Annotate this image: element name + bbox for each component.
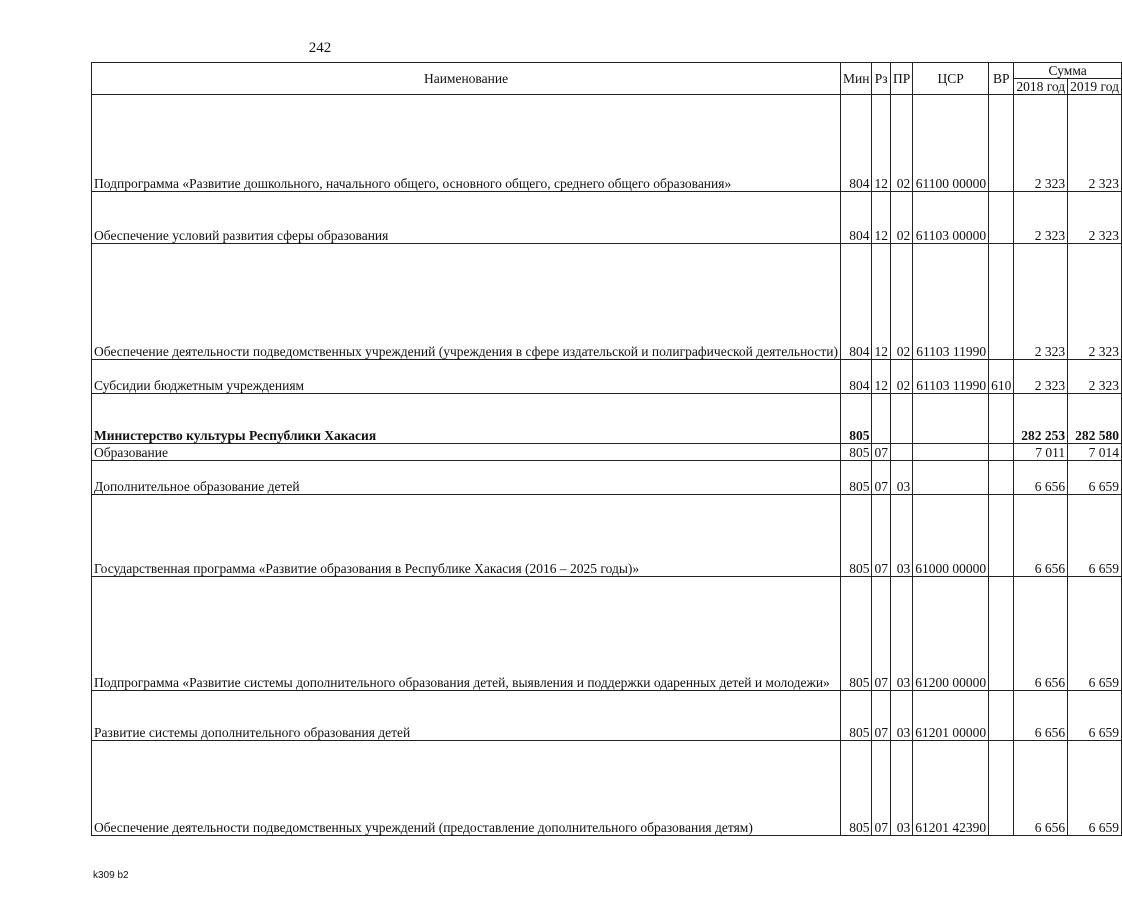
row-csr: 61201 42390 (913, 741, 989, 836)
table-row (92, 691, 1122, 741)
header-pr: ПР (890, 63, 912, 95)
row-rz: 12 (872, 192, 891, 244)
row-sum-2019: 6 659 (1068, 461, 1122, 495)
header-2018: 2018 год (1014, 79, 1068, 95)
header-vr: ВР (989, 63, 1014, 95)
row-name: Министерство культуры Республики Хакасия (92, 394, 841, 444)
row-csr: 61103 11990 (913, 244, 989, 360)
row-rz: 07 (872, 461, 891, 495)
budget-table (91, 62, 1122, 836)
row-sum-2018: 2 323 (1014, 244, 1068, 360)
table-row (92, 444, 1122, 461)
row-csr: 61100 00000 (913, 95, 989, 192)
row-name: Обеспечение деятельности подведомственных учреждений (предоставление дополнительного образования детям) (92, 741, 841, 836)
row-min: 805 (841, 741, 872, 836)
header-min: Мин (841, 63, 872, 95)
row-pr: 03 (890, 495, 912, 577)
row-pr: 03 (890, 577, 912, 691)
row-rz: 07 (872, 444, 891, 461)
row-vr (989, 741, 1014, 836)
row-pr (890, 394, 912, 444)
row-pr: 02 (890, 192, 912, 244)
row-rz: 07 (872, 577, 891, 691)
row-min: 804 (841, 360, 872, 394)
row-csr: 61201 00000 (913, 691, 989, 741)
row-vr (989, 495, 1014, 577)
row-min: 804 (841, 95, 872, 192)
row-csr (913, 394, 989, 444)
row-sum-2018: 6 656 (1014, 577, 1068, 691)
row-min: 805 (841, 691, 872, 741)
row-vr (989, 95, 1014, 192)
table-row (92, 461, 1122, 495)
row-min: 804 (841, 192, 872, 244)
row-rz: 12 (872, 95, 891, 192)
table-row (92, 192, 1122, 244)
row-sum-2019: 282 580 (1068, 394, 1122, 444)
row-vr (989, 394, 1014, 444)
row-name: Дополнительное образование детей (92, 461, 841, 495)
row-sum-2018: 6 656 (1014, 741, 1068, 836)
header-rz: Рз (872, 63, 891, 95)
row-min: 805 (841, 461, 872, 495)
row-min: 805 (841, 394, 872, 444)
row-csr: 61200 00000 (913, 577, 989, 691)
row-rz: 07 (872, 495, 891, 577)
row-csr: 61000 00000 (913, 495, 989, 577)
row-vr (989, 577, 1014, 691)
row-csr (913, 444, 989, 461)
header-csr: ЦСР (913, 63, 989, 95)
row-sum-2019: 2 323 (1068, 192, 1122, 244)
row-sum-2019: 6 659 (1068, 495, 1122, 577)
row-sum-2019: 2 323 (1068, 95, 1122, 192)
row-sum-2019: 6 659 (1068, 691, 1122, 741)
row-sum-2018: 6 656 (1014, 495, 1068, 577)
row-vr (989, 244, 1014, 360)
row-sum-2018: 2 323 (1014, 192, 1068, 244)
table-header (92, 63, 1122, 95)
row-sum-2018: 6 656 (1014, 461, 1068, 495)
row-vr (989, 444, 1014, 461)
row-sum-2018: 2 323 (1014, 95, 1068, 192)
row-name: Образование (92, 444, 841, 461)
table-row (92, 244, 1122, 360)
row-vr: 610 (989, 360, 1014, 394)
footer-code: k309 b2 (93, 870, 129, 881)
row-vr (989, 461, 1014, 495)
table-row (92, 360, 1122, 394)
row-min: 805 (841, 444, 872, 461)
row-vr (989, 192, 1014, 244)
header-name: Наименование (92, 63, 841, 95)
row-rz: 07 (872, 691, 891, 741)
table-row (92, 95, 1122, 192)
row-sum-2019: 2 323 (1068, 360, 1122, 394)
row-sum-2018: 7 011 (1014, 444, 1068, 461)
row-min: 805 (841, 577, 872, 691)
row-pr: 02 (890, 95, 912, 192)
row-sum-2019: 2 323 (1068, 244, 1122, 360)
row-csr: 61103 11990 (913, 360, 989, 394)
row-rz (872, 394, 891, 444)
row-rz: 12 (872, 360, 891, 394)
row-csr (913, 461, 989, 495)
row-pr: 03 (890, 691, 912, 741)
row-pr (890, 444, 912, 461)
row-sum-2019: 6 659 (1068, 741, 1122, 836)
row-pr: 03 (890, 741, 912, 836)
row-sum-2018: 282 253 (1014, 394, 1068, 444)
row-sum-2018: 2 323 (1014, 360, 1068, 394)
table-row (92, 495, 1122, 577)
row-min: 805 (841, 495, 872, 577)
row-name: Обеспечение условий развития сферы образования (92, 192, 841, 244)
row-name: Обеспечение деятельности подведомственных учреждений (учреждения в сфере издательской и полиграфической деятельности) (92, 244, 841, 360)
table-row (92, 577, 1122, 691)
table-row (92, 394, 1122, 444)
header-2019: 2019 год (1068, 79, 1122, 95)
row-min: 804 (841, 244, 872, 360)
page-number: 242 (308, 40, 332, 56)
table-row (92, 741, 1122, 836)
row-name: Развитие системы дополнительного образования детей (92, 691, 841, 741)
row-name: Субсидии бюджетным учреждениям (92, 360, 841, 394)
row-name: Подпрограмма «Развитие дошкольного, начального общего, основного общего, среднего общего образования» (92, 95, 841, 192)
row-sum-2019: 7 014 (1068, 444, 1122, 461)
header-sum: Сумма (1014, 63, 1122, 79)
row-vr (989, 691, 1014, 741)
table-body (92, 95, 1122, 836)
row-rz: 07 (872, 741, 891, 836)
row-sum-2019: 6 659 (1068, 577, 1122, 691)
row-sum-2018: 6 656 (1014, 691, 1068, 741)
row-pr: 03 (890, 461, 912, 495)
row-name: Государственная программа «Развитие образования в Республике Хакасия (2016 – 2025 годы)» (92, 495, 841, 577)
row-rz: 12 (872, 244, 891, 360)
row-pr: 02 (890, 244, 912, 360)
row-name: Подпрограмма «Развитие системы дополнительного образования детей, выявления и поддержки одаренных детей и молодежи» (92, 577, 841, 691)
row-csr: 61103 00000 (913, 192, 989, 244)
row-pr: 02 (890, 360, 912, 394)
